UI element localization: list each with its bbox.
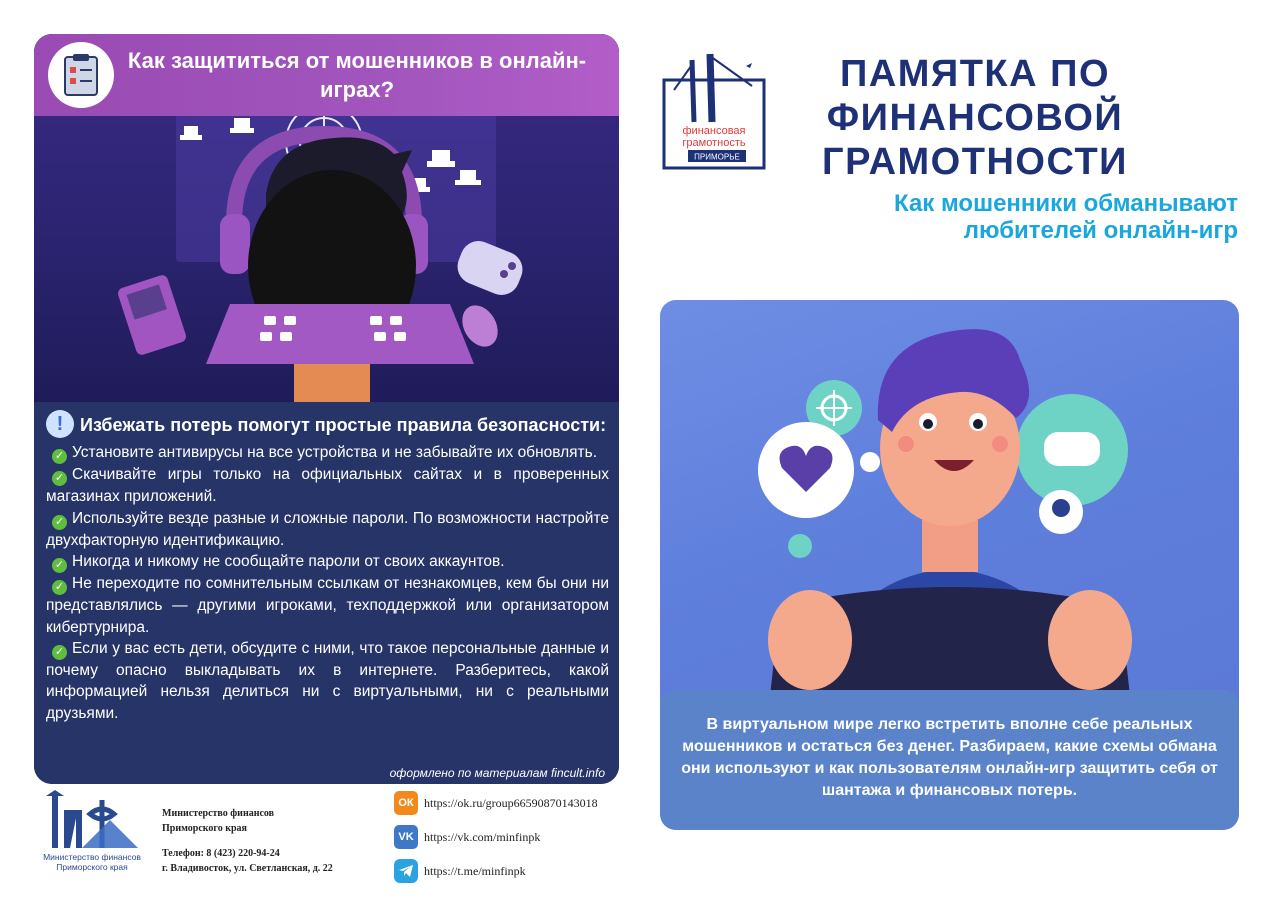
gamepad-icon	[452, 236, 528, 301]
check-icon: ✓	[52, 449, 67, 464]
list-item: ✓ Не переходите по сомнительным ссылкам от незнакомцев, кем бы они ни представлялись — другими игроками, техподдержкой или организатором кибертурнира.	[46, 575, 609, 636]
telegram-link[interactable]: https://t.me/minfinpk	[394, 854, 634, 888]
list-item: ✓ Скачивайте игры только на официальных сайтах и в проверенных магазинах приложений.	[46, 466, 609, 506]
social-links	[394, 786, 634, 888]
check-icon: ✓	[52, 558, 67, 573]
right-illustration-card	[660, 300, 1239, 830]
gamepad-icon	[1044, 432, 1100, 466]
gamer-illustration	[34, 34, 619, 402]
ok-icon: ОК	[394, 791, 418, 815]
main-title: ПАМЯТКА ПО ФИНАНСОВОЙ ГРАМОТНОСТИ	[822, 53, 1128, 183]
exclamation-icon: !	[46, 410, 74, 438]
left-info-card	[34, 34, 619, 784]
boy-gamer-illustration	[660, 300, 1239, 700]
page-title: Как защититься от мошенников в онлайн-играх?	[127, 48, 587, 102]
rules-heading	[46, 414, 613, 438]
financial-literacy-logo	[660, 50, 768, 172]
check-icon: ✓	[52, 471, 67, 486]
logo-text-line3: ПРИМОРЬЕ	[694, 152, 740, 162]
header-bar	[34, 34, 619, 116]
vk-link[interactable]: VK https://vk.com/minfinpk	[394, 820, 634, 854]
ok-link[interactable]: ОК https://ok.ru/group66590870143018	[394, 786, 634, 820]
list-item: ✓ Никогда и никому не сообщайте пароли от своих аккаунтов.	[46, 551, 613, 573]
source-credit: оформлено по материалам fincult.info	[389, 766, 605, 780]
subtitle: Как мошенники обманывают любителей онлайн-игр	[894, 190, 1238, 244]
list-item: ✓ Используйте везде разные и сложные пароли. По возможности настройте двухфакторную идентификацию.	[46, 509, 609, 549]
phone-number: Телефон: 8 (423) 220-94-24	[162, 848, 280, 859]
rules-heading-text: Избежать потерь помогут простые правила безопасности:	[80, 415, 607, 435]
check-icon: ✓	[52, 645, 67, 660]
vk-icon: VK	[394, 825, 418, 849]
logo-text-line2: грамотность	[682, 137, 746, 149]
intro-caption: В виртуальном мире легко встретить вполне себе реальных мошенников и остаться без денег. Разбираем, какие схемы обмана они используют и как пользователям онлайн-игр защитить себя от шантажа и финансовых потерь.	[660, 690, 1239, 830]
handheld-console-icon	[116, 274, 187, 357]
clipboard-icon	[48, 42, 114, 108]
safety-rules-box	[34, 402, 619, 784]
telegram-icon	[394, 859, 418, 883]
list-item: ✓ Установите антивирусы на все устройства и не забывайте их обновлять.	[46, 442, 613, 464]
ministry-name: Министерство финансов	[162, 808, 275, 819]
rules-list	[46, 442, 613, 724]
ministry-logo-caption: Министерство финансов Приморского края	[43, 852, 141, 872]
check-icon: ✓	[52, 580, 67, 595]
logo-text-line1: финансовая	[682, 125, 746, 137]
address: г. Владивосток, ул. Светланская, д. 22	[162, 863, 333, 874]
ministry-contacts	[162, 806, 333, 876]
list-item: ✓ Если у вас есть дети, обсудите с ними, что такое персональные данные и почему опасно выкладывать их в интернете. Разберитесь, какой информацией нельзя делиться ни с виртуальными, ни с реальными друзьями.	[46, 639, 609, 722]
ministry-region: Приморского края	[162, 823, 247, 834]
check-icon: ✓	[52, 515, 67, 530]
